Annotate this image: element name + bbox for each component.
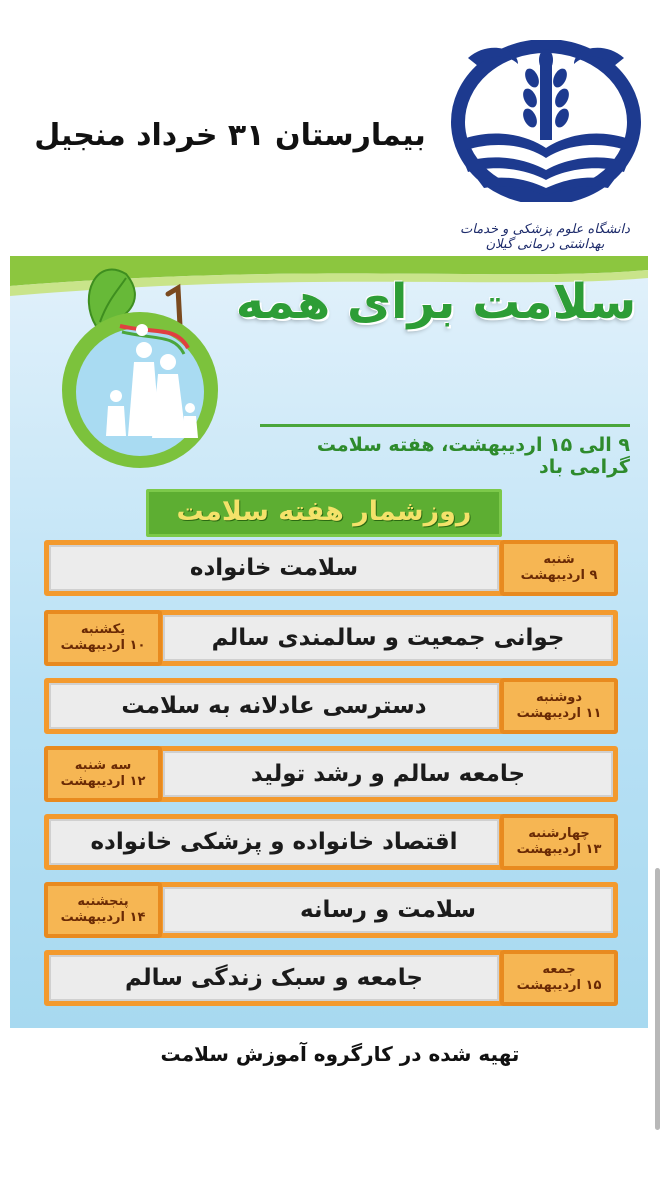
day-row: [44, 540, 618, 596]
day-name: جمعه: [542, 962, 576, 977]
day-topic: سلامت و رسانه: [158, 882, 618, 938]
day-badge: [500, 950, 618, 1006]
hospital-title: بیمارستان ۳۱ خرداد منجیل: [34, 118, 426, 153]
day-date: ۱۰ اردیبهشت: [60, 638, 146, 653]
health-week-poster: [10, 256, 648, 1028]
day-badge: [500, 540, 618, 596]
day-topic: جامعه و سبک زندگی سالم: [44, 950, 504, 1006]
day-row: [44, 746, 618, 802]
day-topic: جوانی جمعیت و سالمندی سالم: [158, 610, 618, 666]
day-date: ۹ اردیبهشت: [520, 568, 598, 583]
day-topic: جامعه سالم و رشد تولید: [158, 746, 618, 802]
day-badge: [44, 746, 162, 802]
day-date: ۱۱ اردیبهشت: [516, 706, 602, 721]
footer-credit: تهیه شده در کارگروه آموزش سلامت: [160, 1042, 520, 1066]
green-divider: [260, 424, 630, 427]
scrollbar-thumb[interactable]: [655, 868, 660, 1130]
countdown-title: روزشمار هفته سلامت: [146, 489, 502, 537]
day-badge: [44, 882, 162, 938]
day-name: شنبه: [543, 552, 575, 567]
day-topic: اقتصاد خانواده و پزشکی خانواده: [44, 814, 504, 870]
campaign-title: سلامت برای همه: [235, 274, 637, 330]
university-logo: [448, 40, 644, 202]
day-badge: [44, 610, 162, 666]
day-name: پنجشنبه: [77, 894, 129, 909]
day-date: ۱۲ اردیبهشت: [60, 774, 146, 789]
day-date: ۱۴ اردیبهشت: [60, 910, 146, 925]
day-badge: [500, 814, 618, 870]
day-topic: سلامت خانواده: [44, 540, 504, 596]
day-badge: [500, 678, 618, 734]
day-row: [44, 610, 618, 666]
day-name: چهارشنبه: [528, 826, 590, 841]
day-row: [44, 950, 618, 1006]
day-name: سه شنبه: [74, 758, 132, 773]
day-row: [44, 882, 618, 938]
day-date: ۱۵ اردیبهشت: [516, 978, 602, 993]
day-date: ۱۳ اردیبهشت: [516, 842, 602, 857]
day-row: [44, 814, 618, 870]
day-name: یکشنبه: [80, 622, 126, 637]
university-name: دانشگاه علوم پزشکی و خدمات بهداشتی درمانی گیلان: [460, 222, 630, 252]
day-name: دوشنبه: [535, 690, 583, 705]
day-topic: دسترسی عادلانه به سلامت: [44, 678, 504, 734]
day-row: [44, 678, 618, 734]
week-subtitle: ۹ الی ۱۵ اردیبهشت، هفته سلامت گرامی باد: [316, 434, 630, 478]
family-apple-icon: [56, 256, 226, 476]
